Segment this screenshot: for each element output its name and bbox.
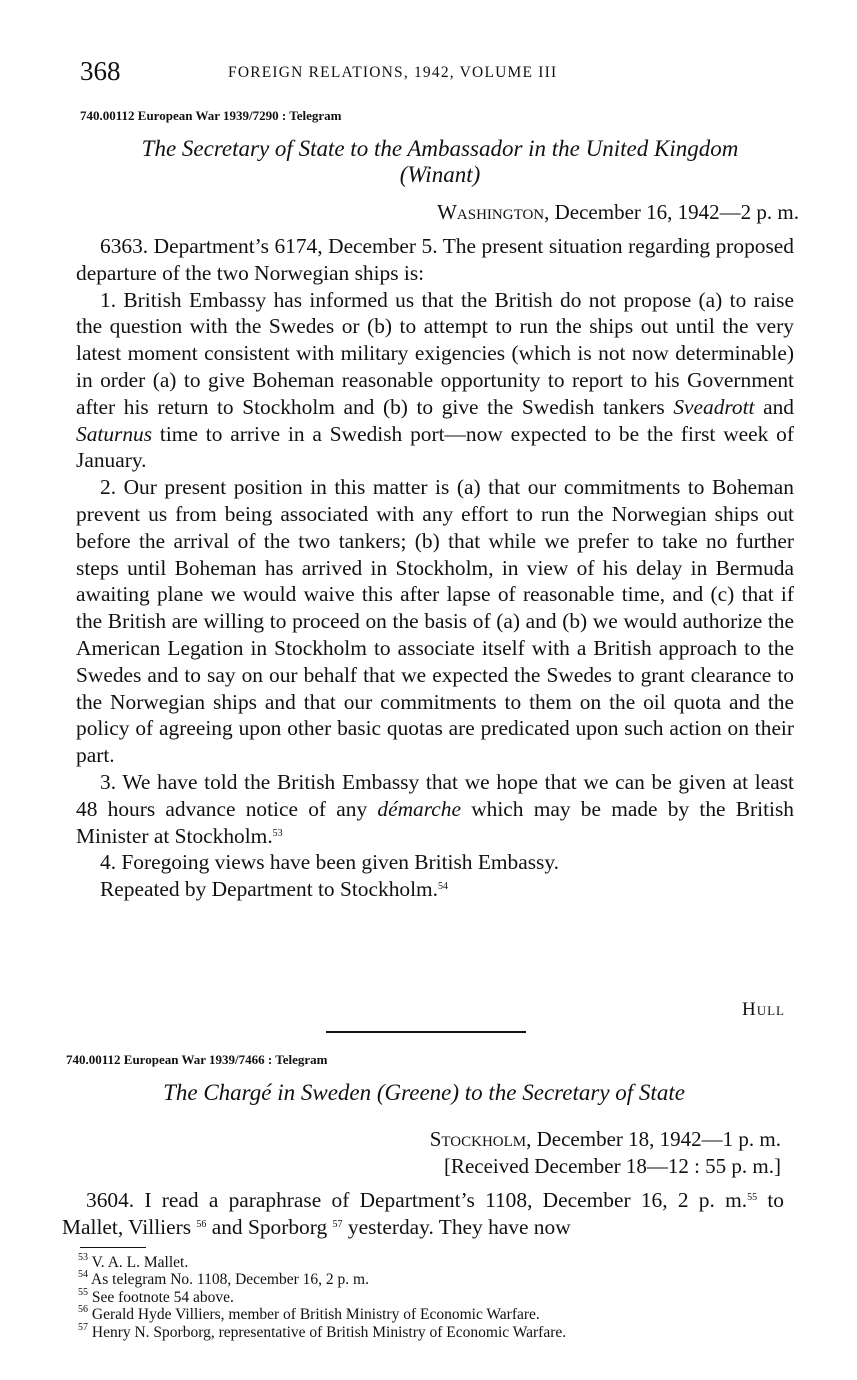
dateline-2 (430, 1127, 781, 1152)
footnote-ref-53: 53 (272, 827, 283, 839)
received-line: [Received December 18—12 : 55 p. m.] (443, 1154, 781, 1178)
paragraph-repeated: Repeated by Department to Stockholm.$^{54}$ (100, 877, 449, 902)
running-head-title: FOREIGN RELATIONS, 1942, VOLUME III (228, 64, 558, 81)
document-heading-2: The Chargé in Sweden (Greene) to the Secretary of State (163, 1080, 685, 1105)
footnote-ref-56: 56 (196, 1218, 207, 1230)
telegram-body-2 (62, 1187, 784, 1241)
ship-name: Saturnus (76, 421, 153, 446)
dateline-date: , December 16, 1942—2 p. m. (544, 200, 799, 224)
footnote-ref-57: 57 (332, 1218, 343, 1230)
paragraph-point-4: 4. Foregoing views have been given British Embassy. (100, 850, 560, 875)
file-reference-1: 740.00112 European War 1939/7290 : Telegram (80, 108, 342, 123)
footnote-53: $^{53}$ V. A. L. Mallet. (78, 1252, 189, 1271)
document-heading-1 (60, 136, 820, 188)
paragraph-3604: 3604. I read a paraphrase of Department’s 1108, December 16, 2 p. m.$^{55}$ to Mallet, Villiers $^{56}$ and Sporborg $^{57}$ yesterday. They have now (62, 1188, 784, 1239)
ship-name: Sveadrott (673, 394, 755, 419)
dateline-place: Washington (437, 200, 545, 224)
footnotes (78, 1254, 798, 1341)
footnote-57: $^{57}$ Henry N. Sporborg, representative of British Ministry of Economic Warfare. (78, 1321, 567, 1341)
file-reference-2: 740.00112 European War 1939/7466 : Telegram (66, 1052, 328, 1067)
footnote-55: $^{55}$ See footnote 54 above. (78, 1286, 234, 1306)
footnote-ref-54: 54 (438, 881, 449, 893)
dateline-date: , December 18, 1942—1 p. m. (526, 1127, 781, 1151)
section-divider (326, 1031, 526, 1033)
footnote-ref-55: 55 (747, 1192, 758, 1203)
paragraph-point-3: 3. We have told the British Embassy that we hope that we can be given at least 48 hours advance notice of any démarche which may be made by the British Minister at Stockholm.$^{53}$ (76, 769, 794, 848)
heading-line-1: The Secretary of State to the Ambassador in the United Kingdom (141, 136, 739, 161)
signature: Hull (742, 999, 785, 1020)
footnote-rule (80, 1247, 146, 1248)
dateline-1 (437, 200, 799, 225)
heading-line-2: (Winant) (399, 162, 481, 187)
dateline-place: Stockholm (429, 1127, 527, 1151)
paragraph-point-2: 2. Our present position in this matter is (a) that our commitments to Boheman prevent us from being associated with any effort to run the Norwegian ships out before the arrival of the two tankers; (b) that while we prefer to take no further steps until Boheman has arrived in Stockholm, in view of his delay in Bermuda awaiting plane we would waive this after lapse of reasonable time, and (c) that if the British are willing to proceed on the basis of (a) and (b) we would authorize the American Legation in Stockholm to associate itself with a British approach to the Swedes and to say on our behalf that we expected the Swedes to grant clearance to the Norwegian ships and that our commitments to them on the oil quota and the policy of agreeing upon other basic quotas are predicated upon such action on their part. (76, 475, 794, 768)
term-demarche: démarche (377, 796, 461, 821)
footnote-54: $^{54}$ As telegram No. 1108, December 16, 2 p. m. (78, 1269, 369, 1289)
paragraph-intro: 6363. Department’s 6174, December 5. The present situation regarding proposed departure of the two Norwegian ships is: (76, 234, 794, 285)
telegram-body-1 (76, 233, 794, 903)
running-head (80, 56, 800, 86)
page-number: 368 (80, 56, 121, 86)
paragraph-point-1: 1. British Embassy has informed us that the British do not propose (a) to raise the question with the Swedes or (b) to attempt to run the ships out until the very latest moment consistent with military exigencies (which is not now determinable) in order (a) to give Boheman reasonable opportunity to report to his Government after his return to Stockholm and (b) to give the Swedish tankers Sveadrott and Saturnus time to arrive in a Swedish port—now expected to be the first week of January. (76, 287, 794, 473)
footnote-56: $^{56}$ Gerald Hyde Villiers, member of British Ministry of Economic Warfare. (78, 1304, 540, 1324)
